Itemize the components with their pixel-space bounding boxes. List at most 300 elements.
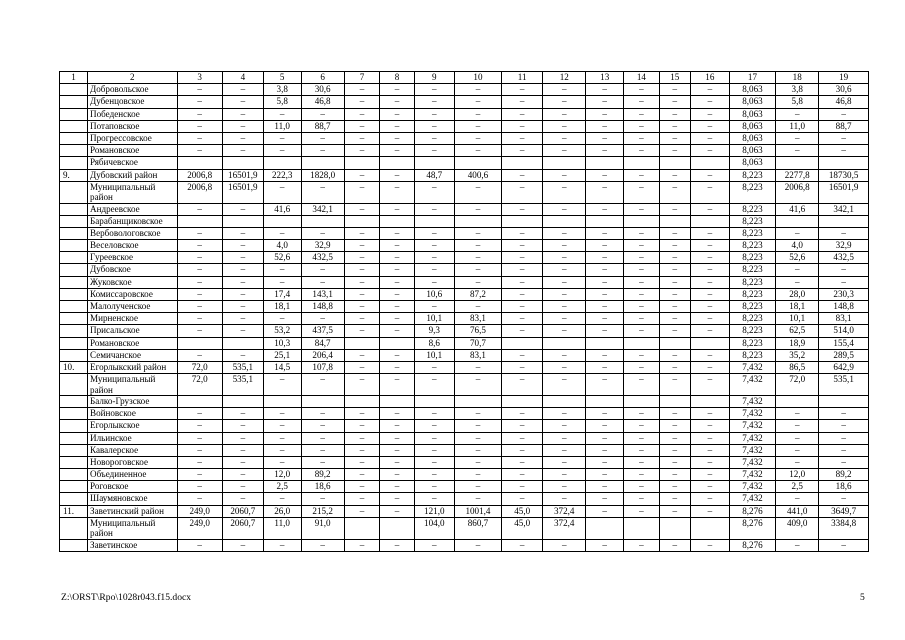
value-cell: 342,1	[819, 203, 869, 215]
value-cell: –	[659, 132, 690, 144]
value-cell: –	[177, 227, 222, 239]
value-cell: 16501,9	[819, 181, 869, 203]
value-cell: –	[344, 264, 380, 276]
value-cell	[380, 517, 415, 539]
value-cell	[819, 215, 869, 227]
table-row	[60, 539, 869, 551]
row-number-cell	[60, 420, 88, 432]
value-cell: –	[344, 456, 380, 468]
value-cell: –	[380, 252, 415, 264]
value-cell: –	[380, 325, 415, 337]
value-cell: –	[586, 276, 624, 288]
value-cell: 8,223	[729, 276, 775, 288]
value-cell	[819, 395, 869, 407]
row-number-cell	[60, 145, 88, 157]
table-row	[60, 252, 869, 264]
value-cell: –	[454, 227, 501, 239]
value-cell: –	[222, 444, 263, 456]
value-cell: –	[454, 240, 501, 252]
table-row	[60, 240, 869, 252]
value-cell: 3649,7	[819, 505, 869, 517]
value-cell: –	[177, 325, 222, 337]
value-cell: 2006,8	[177, 181, 222, 203]
value-cell: –	[586, 408, 624, 420]
value-cell: –	[624, 349, 660, 361]
value-cell: –	[624, 132, 660, 144]
value-cell	[659, 215, 690, 227]
value-cell: –	[502, 169, 543, 181]
value-cell: –	[222, 349, 263, 361]
value-cell	[344, 215, 380, 227]
value-cell: –	[301, 493, 344, 505]
value-cell: –	[502, 240, 543, 252]
value-cell: –	[659, 240, 690, 252]
value-cell: –	[586, 181, 624, 203]
value-cell	[222, 337, 263, 349]
value-cell: 72,0	[177, 374, 222, 396]
value-cell: 35,2	[776, 349, 819, 361]
value-cell: 1828,0	[301, 169, 344, 181]
value-cell	[543, 157, 586, 169]
table-row	[60, 288, 869, 300]
value-cell: –	[502, 539, 543, 551]
value-cell: –	[502, 132, 543, 144]
value-cell: –	[414, 240, 454, 252]
value-cell: –	[690, 313, 729, 325]
value-cell: 7,432	[729, 432, 775, 444]
table-row	[60, 325, 869, 337]
value-cell: –	[380, 456, 415, 468]
value-cell: –	[543, 420, 586, 432]
value-cell	[819, 157, 869, 169]
value-cell: –	[454, 301, 501, 313]
value-cell: –	[586, 505, 624, 517]
row-name-cell: Вербовологовское	[88, 227, 178, 239]
value-cell	[454, 395, 501, 407]
value-cell: 88,7	[819, 120, 869, 132]
value-cell	[690, 395, 729, 407]
value-cell: –	[543, 493, 586, 505]
row-number-cell	[60, 227, 88, 239]
row-number-cell	[60, 469, 88, 481]
table-row	[60, 96, 869, 108]
value-cell: –	[454, 374, 501, 396]
value-cell: –	[380, 227, 415, 239]
value-cell: –	[263, 276, 301, 288]
value-cell: –	[177, 252, 222, 264]
row-name-cell: Войновское	[88, 408, 178, 420]
value-cell: –	[177, 469, 222, 481]
row-name-cell: Заветинский район	[88, 505, 178, 517]
value-cell: –	[380, 288, 415, 300]
value-cell	[586, 215, 624, 227]
value-cell: –	[344, 120, 380, 132]
value-cell: –	[690, 132, 729, 144]
value-cell: –	[222, 469, 263, 481]
value-cell: –	[690, 325, 729, 337]
value-cell: –	[690, 227, 729, 239]
value-cell: –	[222, 240, 263, 252]
value-cell: –	[454, 456, 501, 468]
value-cell: –	[454, 469, 501, 481]
value-cell	[502, 215, 543, 227]
value-cell: –	[819, 264, 869, 276]
value-cell: –	[380, 240, 415, 252]
value-cell: –	[690, 145, 729, 157]
value-cell: –	[177, 313, 222, 325]
value-cell: –	[344, 203, 380, 215]
value-cell: 76,5	[454, 325, 501, 337]
value-cell: –	[502, 456, 543, 468]
value-cell	[586, 395, 624, 407]
value-cell: 87,2	[454, 288, 501, 300]
value-cell: –	[222, 264, 263, 276]
value-cell: –	[586, 420, 624, 432]
table-row	[60, 481, 869, 493]
value-cell: –	[380, 469, 415, 481]
value-cell: 18,6	[301, 481, 344, 493]
table-row	[60, 313, 869, 325]
value-cell	[624, 157, 660, 169]
value-cell: –	[263, 444, 301, 456]
value-cell	[222, 215, 263, 227]
value-cell: –	[776, 432, 819, 444]
value-cell: –	[659, 374, 690, 396]
value-cell: 8,223	[729, 301, 775, 313]
value-cell: –	[380, 108, 415, 120]
value-cell: –	[690, 108, 729, 120]
value-cell: –	[690, 203, 729, 215]
value-cell: 7,432	[729, 395, 775, 407]
value-cell: –	[380, 505, 415, 517]
value-cell: –	[543, 96, 586, 108]
value-cell: 432,5	[301, 252, 344, 264]
value-cell: –	[344, 227, 380, 239]
value-cell: 30,6	[819, 84, 869, 96]
row-name-cell: Кавалерское	[88, 444, 178, 456]
value-cell: –	[414, 264, 454, 276]
value-cell: –	[454, 420, 501, 432]
column-header: 7	[344, 72, 380, 84]
value-cell: –	[659, 264, 690, 276]
table-row	[60, 505, 869, 517]
row-name-cell: Романовское	[88, 337, 178, 349]
value-cell: –	[624, 456, 660, 468]
value-cell: –	[690, 349, 729, 361]
value-cell: –	[586, 456, 624, 468]
value-cell: 8,223	[729, 203, 775, 215]
row-name-cell: Муниципальный район	[88, 517, 178, 539]
value-cell: 86,5	[776, 361, 819, 373]
value-cell: 222,3	[263, 169, 301, 181]
value-cell: –	[222, 145, 263, 157]
value-cell: 121,0	[414, 505, 454, 517]
value-cell: 5,8	[263, 96, 301, 108]
value-cell: –	[624, 325, 660, 337]
value-cell: –	[301, 313, 344, 325]
value-cell: –	[659, 505, 690, 517]
value-cell: –	[502, 313, 543, 325]
value-cell: –	[659, 361, 690, 373]
row-number-cell	[60, 252, 88, 264]
row-name-cell: Объединенное	[88, 469, 178, 481]
value-cell	[414, 395, 454, 407]
value-cell: –	[586, 325, 624, 337]
value-cell: –	[502, 408, 543, 420]
value-cell: –	[543, 181, 586, 203]
value-cell: –	[301, 408, 344, 420]
value-cell: –	[690, 120, 729, 132]
value-cell	[502, 337, 543, 349]
value-cell: 83,1	[819, 313, 869, 325]
page-number: 5	[860, 592, 865, 603]
row-number-cell	[60, 408, 88, 420]
value-cell: –	[624, 374, 660, 396]
value-cell: –	[776, 132, 819, 144]
value-cell: –	[690, 539, 729, 551]
value-cell: –	[454, 276, 501, 288]
value-cell	[301, 395, 344, 407]
value-cell: –	[177, 96, 222, 108]
value-cell: –	[502, 288, 543, 300]
value-cell: 3,8	[776, 84, 819, 96]
value-cell: –	[690, 444, 729, 456]
value-cell: –	[222, 301, 263, 313]
value-cell: –	[659, 96, 690, 108]
value-cell: –	[454, 132, 501, 144]
value-cell: –	[177, 301, 222, 313]
value-cell: –	[177, 349, 222, 361]
value-cell: 7,432	[729, 361, 775, 373]
value-cell: –	[586, 84, 624, 96]
value-cell: –	[177, 539, 222, 551]
value-cell: 437,5	[301, 325, 344, 337]
value-cell: –	[380, 169, 415, 181]
value-cell: –	[586, 264, 624, 276]
column-header: 2	[88, 72, 178, 84]
value-cell: –	[819, 276, 869, 288]
value-cell: –	[624, 120, 660, 132]
value-cell: 32,9	[301, 240, 344, 252]
value-cell: –	[543, 481, 586, 493]
value-cell: 107,8	[301, 361, 344, 373]
table-row	[60, 203, 869, 215]
value-cell: –	[819, 227, 869, 239]
value-cell: –	[263, 539, 301, 551]
value-cell: –	[659, 408, 690, 420]
value-cell: –	[344, 181, 380, 203]
row-number-cell	[60, 108, 88, 120]
value-cell: –	[177, 444, 222, 456]
value-cell: –	[177, 408, 222, 420]
value-cell: 7,432	[729, 408, 775, 420]
value-cell: –	[380, 145, 415, 157]
value-cell: –	[586, 493, 624, 505]
value-cell: 16501,9	[222, 169, 263, 181]
value-cell: –	[177, 432, 222, 444]
value-cell: –	[380, 276, 415, 288]
row-number-cell	[60, 517, 88, 539]
value-cell: –	[222, 203, 263, 215]
value-cell: –	[454, 264, 501, 276]
table-row	[60, 337, 869, 349]
value-cell: –	[819, 539, 869, 551]
value-cell: –	[659, 169, 690, 181]
value-cell: –	[543, 325, 586, 337]
value-cell: 10,3	[263, 337, 301, 349]
value-cell: –	[543, 444, 586, 456]
value-cell	[543, 395, 586, 407]
value-cell: –	[624, 169, 660, 181]
value-cell: –	[502, 481, 543, 493]
value-cell: 230,3	[819, 288, 869, 300]
value-cell: –	[543, 240, 586, 252]
value-cell: –	[502, 361, 543, 373]
value-cell	[659, 517, 690, 539]
value-cell: 535,1	[819, 374, 869, 396]
value-cell: 8,223	[729, 240, 775, 252]
value-cell	[659, 395, 690, 407]
value-cell: –	[177, 203, 222, 215]
row-number-cell	[60, 84, 88, 96]
value-cell: –	[301, 456, 344, 468]
value-cell	[624, 395, 660, 407]
value-cell: –	[263, 432, 301, 444]
value-cell	[380, 337, 415, 349]
value-cell: –	[414, 493, 454, 505]
value-cell: –	[344, 132, 380, 144]
value-cell: –	[624, 96, 660, 108]
value-cell: –	[659, 420, 690, 432]
column-header: 5	[263, 72, 301, 84]
table-row	[60, 301, 869, 313]
value-cell: 143,1	[301, 288, 344, 300]
value-cell: –	[502, 432, 543, 444]
value-cell: 372,4	[543, 517, 586, 539]
value-cell: –	[454, 252, 501, 264]
value-cell: 5,8	[776, 96, 819, 108]
row-name-cell: Шаумяновское	[88, 493, 178, 505]
table-row	[60, 395, 869, 407]
value-cell: –	[819, 145, 869, 157]
value-cell: 7,432	[729, 444, 775, 456]
value-cell: 30,6	[301, 84, 344, 96]
value-cell: –	[659, 325, 690, 337]
value-cell: –	[344, 145, 380, 157]
column-header: 19	[819, 72, 869, 84]
value-cell: –	[222, 493, 263, 505]
value-cell: –	[502, 493, 543, 505]
value-cell: 17,4	[263, 288, 301, 300]
value-cell: –	[586, 301, 624, 313]
value-cell: –	[502, 227, 543, 239]
value-cell: 10,1	[414, 313, 454, 325]
value-cell: –	[263, 493, 301, 505]
value-cell: –	[454, 408, 501, 420]
row-number-cell	[60, 374, 88, 396]
value-cell: –	[776, 408, 819, 420]
value-cell: –	[543, 203, 586, 215]
value-cell: 16501,9	[222, 181, 263, 203]
value-cell: 8,276	[729, 517, 775, 539]
value-cell: –	[414, 132, 454, 144]
column-header: 11	[502, 72, 543, 84]
value-cell: 18730,5	[819, 169, 869, 181]
value-cell: 409,0	[776, 517, 819, 539]
row-name-cell: Балко-Грузское	[88, 395, 178, 407]
value-cell: –	[624, 240, 660, 252]
value-cell: 84,7	[301, 337, 344, 349]
value-cell: –	[690, 264, 729, 276]
value-cell: 18,1	[263, 301, 301, 313]
value-cell: –	[263, 227, 301, 239]
value-cell: –	[690, 432, 729, 444]
value-cell	[586, 337, 624, 349]
value-cell: –	[543, 120, 586, 132]
value-cell: 4,0	[263, 240, 301, 252]
value-cell: –	[776, 227, 819, 239]
row-number-cell	[60, 539, 88, 551]
value-cell	[344, 517, 380, 539]
value-cell: –	[586, 374, 624, 396]
value-cell: –	[659, 301, 690, 313]
value-cell	[177, 215, 222, 227]
value-cell: –	[263, 132, 301, 144]
value-cell: –	[344, 325, 380, 337]
value-cell: –	[414, 456, 454, 468]
value-cell: 372,4	[543, 505, 586, 517]
value-cell: –	[586, 227, 624, 239]
value-cell: 8,063	[729, 132, 775, 144]
value-cell: 8,223	[729, 252, 775, 264]
row-number-cell: 10.	[60, 361, 88, 373]
value-cell: –	[690, 96, 729, 108]
row-number-cell	[60, 157, 88, 169]
value-cell: –	[690, 374, 729, 396]
value-cell: –	[659, 313, 690, 325]
column-header: 13	[586, 72, 624, 84]
value-cell	[380, 215, 415, 227]
value-cell: 8,223	[729, 181, 775, 203]
value-cell: 70,7	[454, 337, 501, 349]
value-cell: –	[263, 108, 301, 120]
value-cell: –	[177, 145, 222, 157]
value-cell: –	[414, 120, 454, 132]
value-cell: –	[344, 444, 380, 456]
value-cell	[624, 517, 660, 539]
value-cell: 342,1	[301, 203, 344, 215]
value-cell: 8,223	[729, 227, 775, 239]
value-cell: –	[177, 420, 222, 432]
value-cell: 642,9	[819, 361, 869, 373]
value-cell: –	[344, 276, 380, 288]
value-cell: –	[543, 252, 586, 264]
value-cell: –	[502, 420, 543, 432]
value-cell: –	[222, 539, 263, 551]
row-name-cell: Добровольское	[88, 84, 178, 96]
value-cell	[776, 157, 819, 169]
row-number-cell	[60, 444, 88, 456]
value-cell: –	[586, 96, 624, 108]
row-number-cell	[60, 395, 88, 407]
value-cell: –	[624, 252, 660, 264]
value-cell: 2060,7	[222, 505, 263, 517]
value-cell	[414, 157, 454, 169]
value-cell: –	[344, 301, 380, 313]
value-cell	[659, 157, 690, 169]
value-cell: –	[301, 181, 344, 203]
value-cell	[177, 157, 222, 169]
